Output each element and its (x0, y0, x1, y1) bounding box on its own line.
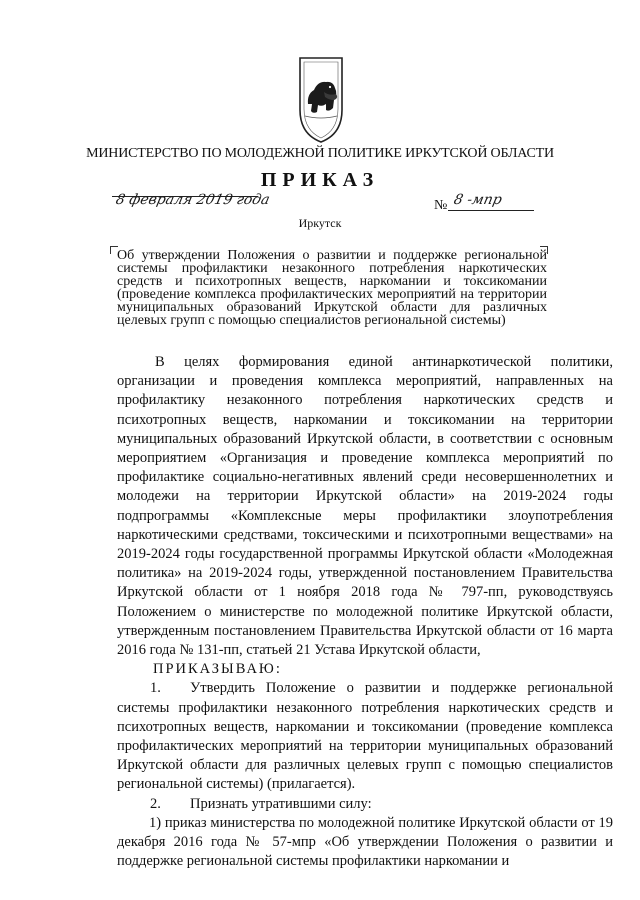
ministry-name: МИНИСТЕРСТВО ПО МОЛОДЕЖНОЙ ПОЛИТИКЕ ИРКУТСКОЙ ОБЛАСТИ (86, 146, 554, 161)
coat-of-arms-emblem (296, 54, 346, 144)
order-word: ПРИКАЗЫВАЮ: (153, 661, 282, 678)
item-1-number: 1. (150, 680, 161, 697)
document-body (117, 353, 613, 871)
order-item-2 (117, 795, 613, 814)
preamble-paragraph: В целях формирования единой антинаркотической политики, организации и проведения комплекса мероприятий, направленных на профилактику незаконного потребления наркотических средств и психотропных веществ, наркомании и токсикомании на территории муниципальных образований Иркутской области, в соответствии с основным мероприятием «Организация и проведение комплекса мероприятий по профилактике социально-негативных явлений среди несовершеннолетних и молодежи на территории Иркутской области» на 2019-2024 годы подпрограммы «Комплексные меры профилактики злоупотребления наркотическими средствами, токсическими и психотропными веществами» на 2019-2024 годы государственной программы Иркутской области «Молодежная политика» на 2019-2024 годы, утвержденной постановлением Правительства Иркутской области от 1 ноября 2018 года № 797-пп, руководствуясь Положением о министерстве по молодежной политике Иркутской области, утвержденным постановлением Правительства Иркутской области от 16 марта 2016 года № 131-пп, статьей 21 Устава Иркутской области, (117, 354, 613, 659)
document-type-heading: ПРИКАЗ (260, 169, 380, 191)
item-2-number: 2. (150, 795, 161, 812)
item-2-text: Признать утратившими силу: (190, 795, 372, 812)
item-1-text: Утвердить Положение о развитии и поддержке региональной системы профилактики незаконного потребления наркотических средств и психотропных веществ, наркомании и токсикомании (проведение комплекса профилактических мероприятий на территории муниципальных образований Иркутской области для различных целевых групп с помощью специалистов региональной системы) (прилагается). (117, 680, 613, 793)
number-label: № (434, 198, 448, 213)
handwritten-date: 8 февраля 2019 года (114, 192, 272, 208)
order-item-1 (117, 679, 613, 794)
city-name: Иркутск (298, 216, 342, 230)
number-underline (448, 210, 534, 211)
handwritten-number: 8 -мпр (452, 192, 504, 208)
document-title: Об утверждении Положения о развитии и поддержке региональной системы профилактики незаконного потребления наркотических средств и психотропных веществ, наркомании и токсикомании (проведение комплекса профилактических мероприятий на территории муниципальных образований Иркутской области для различных целевых групп с помощью специалистов региональной системы) (117, 248, 547, 328)
order-item-2-sub-1: 1) приказ министерства по молодежной политике Иркутской области от 19 декабря 2016 года № 57-мпр «Об утверждении Положения о развитии и поддержке региональной системы профилактики наркомании и (117, 814, 613, 870)
